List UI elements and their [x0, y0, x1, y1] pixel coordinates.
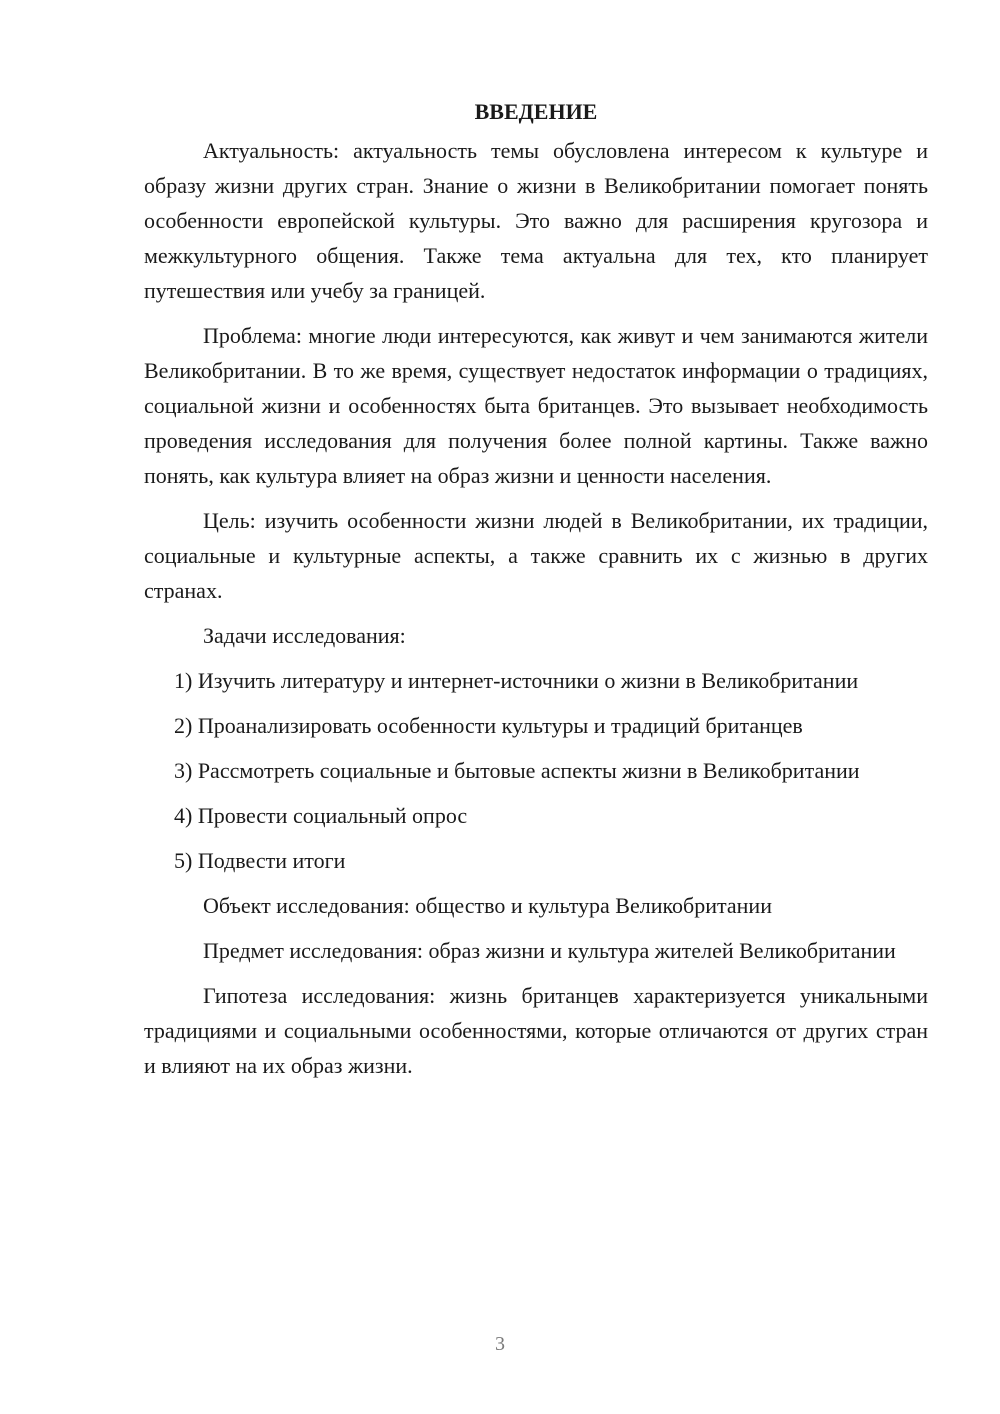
paragraph-goal: Цель: изучить особенности жизни людей в Великобритании, их традиции, социальные и культурные аспекты, а также сравнить их с жизнью в других странах. [144, 508, 928, 603]
paragraph-hypothesis: Гипотеза исследования: жизнь британцев характеризуется уникальными традициями и социальными особенностями, которые отличаются от других стран и влияют на их образ жизни. [144, 983, 928, 1078]
page-content [144, 94, 928, 1093]
task-item: 5) Подвести итоги [174, 848, 346, 873]
task-item: 3) Рассмотреть социальные и бытовые аспекты жизни в Великобритании [174, 758, 860, 783]
paragraph-subject: Предмет исследования: образ жизни и культура жителей Великобритании [203, 938, 896, 963]
paragraph-object: Объект исследования: общество и культура Великобритании [203, 893, 772, 918]
task-item: 2) Проанализировать особенности культуры и традиций британцев [174, 713, 803, 738]
paragraph-problem: Проблема: многие люди интересуются, как живут и чем занимаются жители Великобритании. В то же время, существует недостаток информации о традициях, социальной жизни и особенностях быта британцев. Это вызывает необходимость проведения исследования для получения более полной картины. Также важно понять, как культура влияет на образ жизни и ценности населения. [144, 323, 928, 488]
task-item: 1) Изучить литературу и интернет-источники о жизни в Великобритании [174, 668, 859, 693]
task-item: 4) Провести социальный опрос [174, 803, 468, 828]
tasks-heading: Задачи исследования: [203, 623, 406, 648]
section-title: ВВЕДЕНИЕ [474, 99, 598, 124]
paragraph-relevance: Актуальность: актуальность темы обусловлена интересом к культуре и образу жизни других стран. Знание о жизни в Великобритании помогает понять особенности европейской культуры. Это важно для расширения кругозора и межкультурного общения. Также тема актуальна для тех, кто планирует путешествия или учебу за границей. [144, 138, 928, 303]
page-number: 3 [495, 1333, 505, 1355]
